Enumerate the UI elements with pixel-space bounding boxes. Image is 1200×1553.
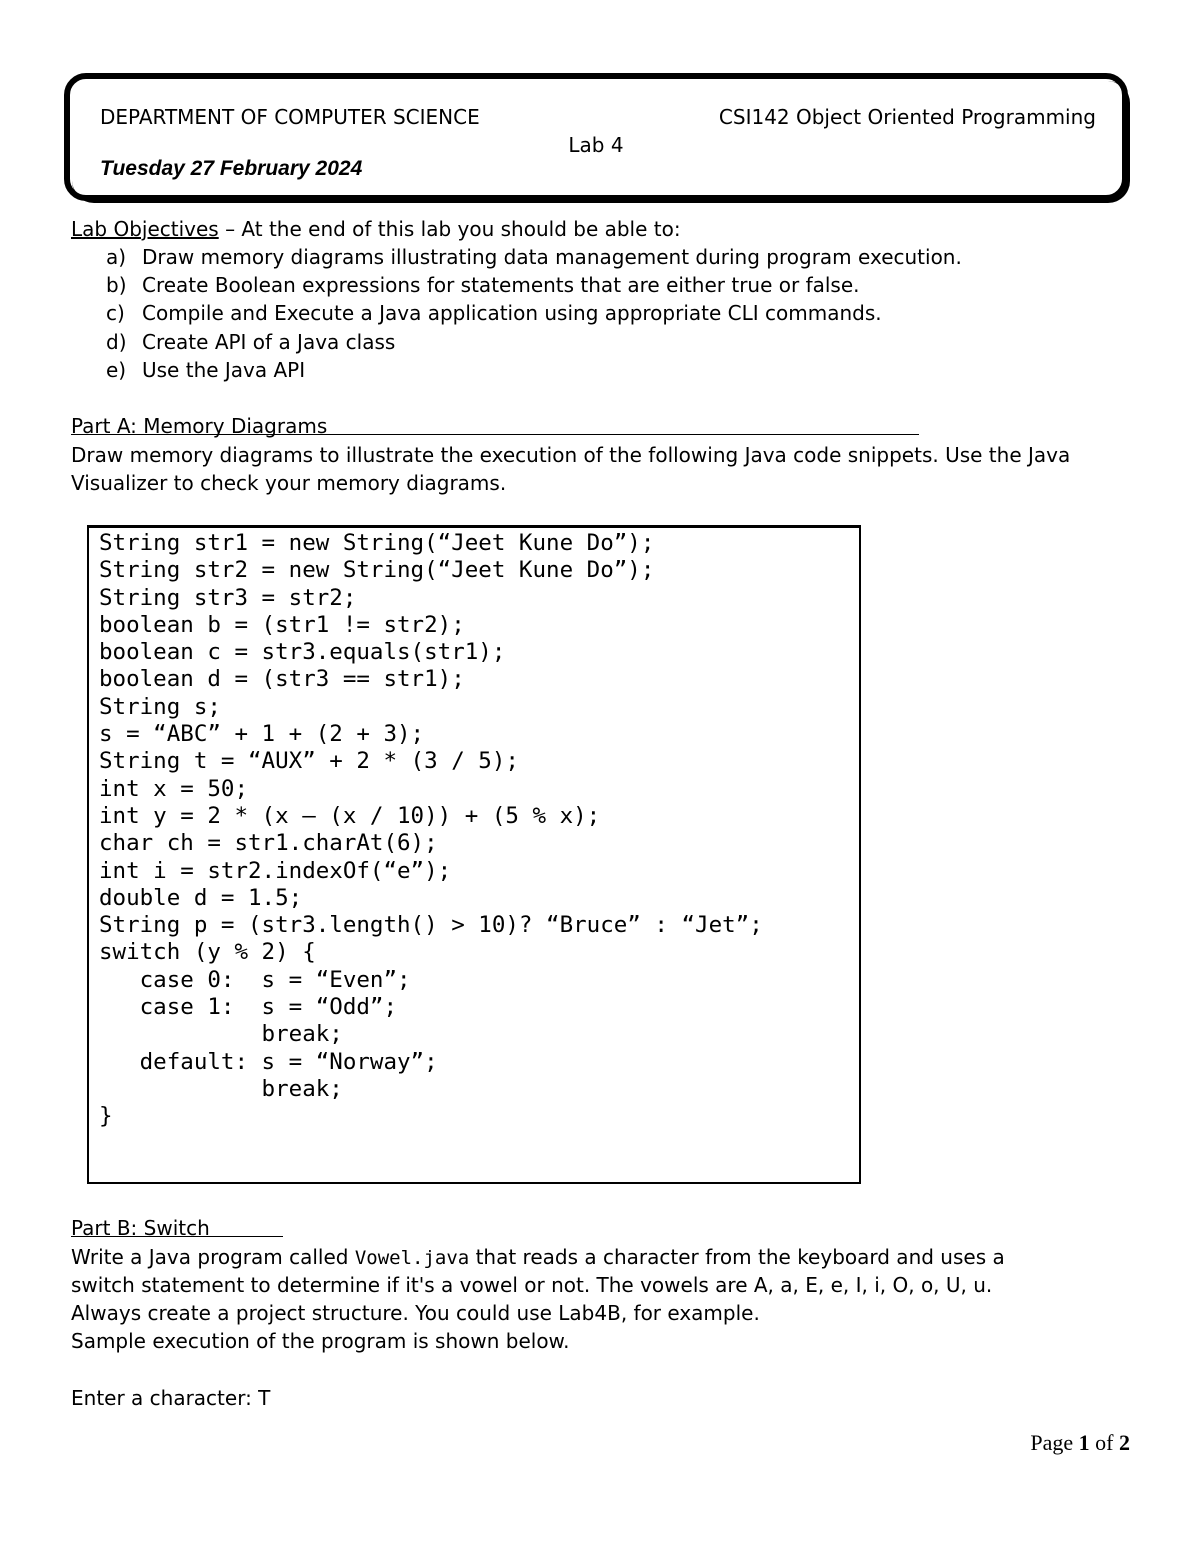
part-b-title: Part B: Switch [71, 1216, 210, 1240]
list-item-text: Create API of a Java class [142, 329, 396, 354]
lab-date: Tuesday 27 February 2024 [100, 157, 363, 180]
page-number [1030, 1430, 1130, 1456]
list-marker: a) [106, 245, 127, 269]
part-b-line-4: Sample execution of the program is shown below. [71, 1329, 570, 1353]
list-marker: e) [106, 357, 127, 382]
objectives-intro: – At the end of this lab you should be able to: [218, 217, 681, 241]
list-marker: d) [106, 329, 127, 354]
code-snippet: String str1 = new String(“Jeet Kune Do”); String str2 = new String(“Jeet Kune Do”); String str3 = str2; boolean b = (str1 != str2); boolean c = str3.equals(str1); boolean d = (str3 == str1); String s; s = “ABC” + 1 + (2 + 3); String t = “AUX” + 2 * (3 / 5); int x = 50; int y = 2 * (x – (x / 10)) + (5 % x); char ch = str1.charAt(6); int i = str2.indexOf(“e”); double d = 1.5; String p = (str3.length() > 10)? “Bruce” : “Jet”; switch (y % 2) { case 0: s = “Even”; case 1: s = “Odd”; break; default: s = “Norway”; break; } [99, 530, 763, 1130]
part-a-title: Part A: Memory Diagrams [71, 414, 328, 438]
part-b-line-3: Always create a project structure. You could use Lab4B, for example. [71, 1301, 760, 1325]
objectives-heading: Lab Objectives [71, 217, 219, 241]
department-name: DEPARTMENT OF COMPUTER SCIENCE [100, 105, 480, 129]
course-title: CSI142 Object Oriented Programming [718, 105, 1096, 129]
part-a-line-1: Draw memory diagrams to illustrate the execution of the following Java code snippets. Use the Java [71, 443, 1071, 467]
list-marker: b) [106, 273, 127, 298]
list-marker: c) [106, 301, 125, 326]
list-item [106, 299, 962, 327]
page-current: 1 [1078, 1430, 1090, 1455]
part-b-underline [71, 1236, 283, 1237]
page-total: 2 [1119, 1430, 1130, 1455]
list-item-text: Use the Java API [142, 357, 306, 382]
lab-number: Lab 4 [568, 133, 624, 157]
part-a-line-2: Visualizer to check your memory diagrams. [71, 471, 507, 495]
part-b-line-2: switch statement to determine if it's a vowel or not. The vowels are A, a, E, e, I, i, O, o, U, u. [71, 1273, 993, 1297]
list-item-text: Draw memory diagrams illustrating data management during program execution. [142, 245, 962, 269]
header-box [64, 73, 1128, 201]
list-item [106, 271, 962, 299]
part-b-line-1-pre: Write a Java program called [71, 1245, 355, 1269]
list-item [106, 328, 962, 356]
filename-code: Vowel.java [354, 1247, 470, 1269]
page-word: Page [1030, 1430, 1079, 1455]
objectives-heading-line [71, 215, 681, 243]
list-item [106, 356, 962, 384]
sample-execution: Enter a character: T [71, 1386, 271, 1410]
part-b-line-1 [71, 1243, 1005, 1272]
code-box [87, 525, 861, 1184]
part-b-line-1-post: that reads a character from the keyboard and uses a [469, 1245, 1005, 1269]
of-word: of [1089, 1430, 1119, 1455]
objectives-list [106, 243, 962, 384]
part-a-underline [71, 434, 919, 435]
list-item-text: Compile and Execute a Java application using appropriate CLI commands. [142, 301, 882, 326]
list-item [106, 243, 962, 271]
list-item-text: Create Boolean expressions for statements that are either true or false. [142, 273, 860, 298]
